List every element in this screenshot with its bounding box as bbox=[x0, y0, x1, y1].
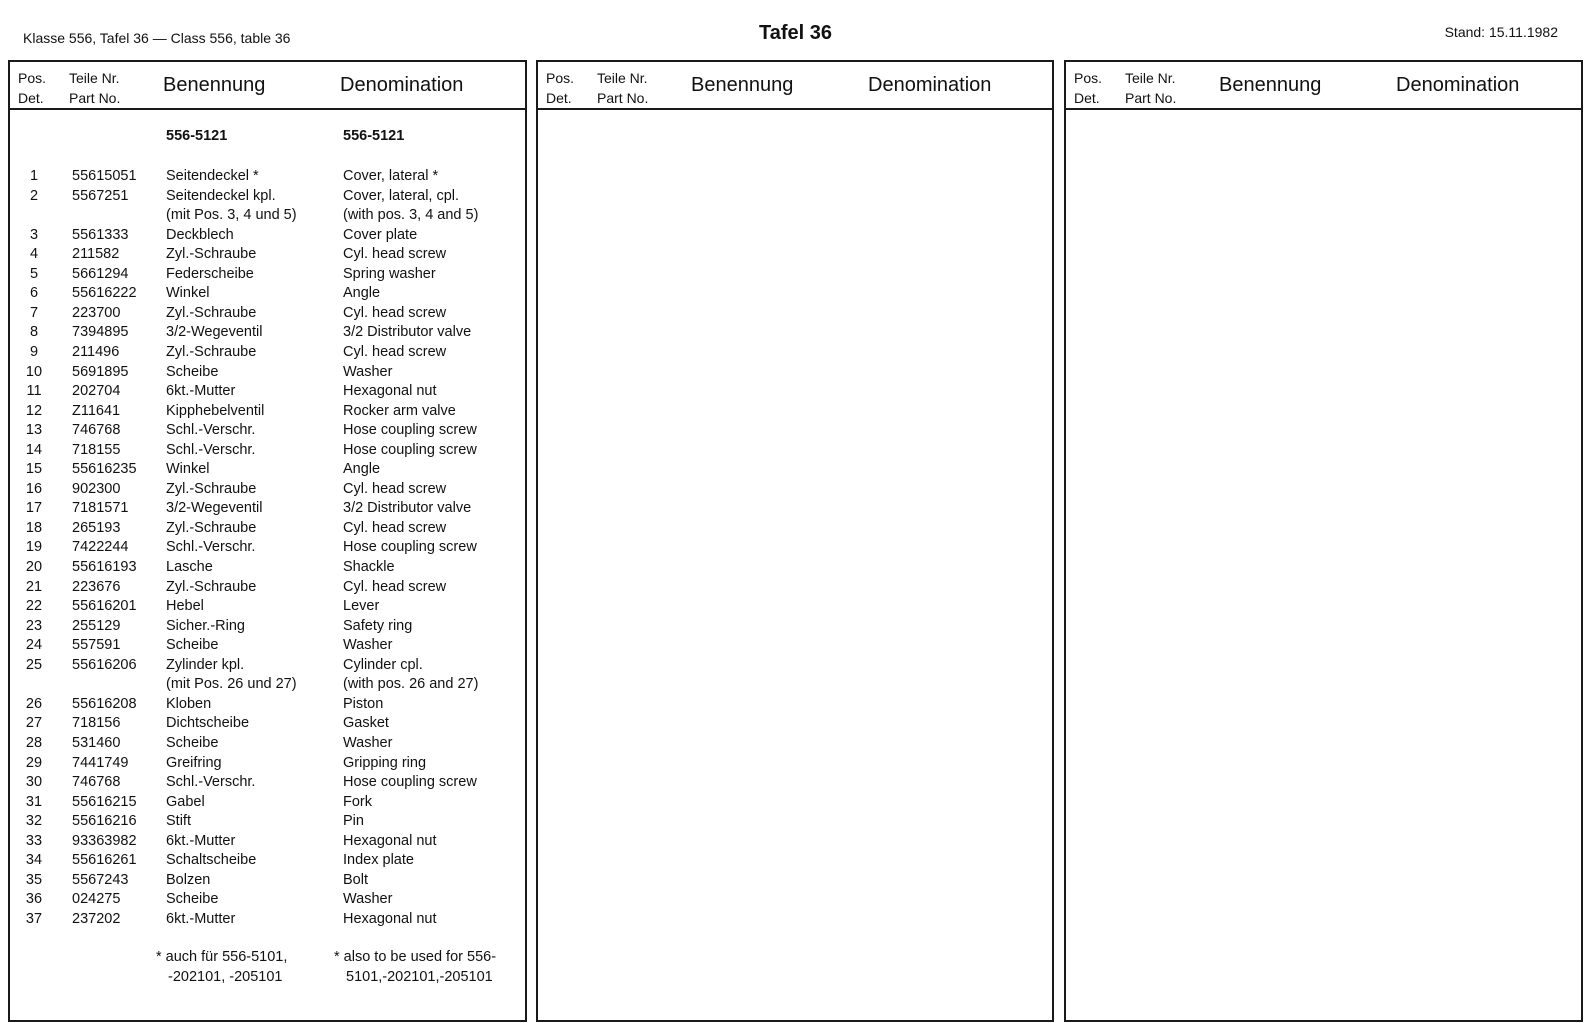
row-part-no: 55615051 bbox=[72, 168, 137, 184]
row-pos: 4 bbox=[29, 246, 39, 263]
table-row bbox=[10, 440, 525, 460]
row-part-no: 718155 bbox=[72, 441, 121, 458]
row-pos: 19 bbox=[25, 539, 43, 556]
table-row bbox=[10, 303, 525, 323]
row-benennung: 3/2-Wegeventil bbox=[166, 324, 263, 341]
date-stamp: Stand: 15.11.1982 bbox=[1444, 24, 1558, 40]
row-pos: 24 bbox=[25, 637, 43, 654]
table-row bbox=[10, 381, 525, 401]
row-benennung: 3/2-Wegeventil bbox=[166, 500, 263, 517]
table-row bbox=[10, 322, 525, 342]
row-benennung: Schl.-Verschr. bbox=[166, 441, 256, 458]
row-part-no: 55616201 bbox=[72, 598, 137, 615]
row-pos: 28 bbox=[25, 734, 43, 751]
row-denomination: Cyl. head screw bbox=[343, 304, 447, 321]
row-pos: 10 bbox=[25, 363, 43, 380]
group-benennung: 556-5121 bbox=[166, 128, 228, 144]
table-row bbox=[10, 166, 525, 186]
table-row bbox=[10, 186, 525, 206]
table-row bbox=[10, 811, 525, 831]
header-pos: Pos. Det. bbox=[18, 70, 47, 106]
row-part-no: 255129 bbox=[72, 617, 121, 634]
row-part-no: 7181571 bbox=[72, 500, 129, 517]
table-row bbox=[10, 362, 525, 382]
row-part-no: 7422244 bbox=[72, 539, 129, 556]
row-benennung: Zyl.-Schraube bbox=[166, 480, 257, 497]
row-part-no: 55616215 bbox=[72, 793, 137, 810]
header-part-no: Teile Nr. Part No. bbox=[1125, 70, 1177, 106]
row-benennung: Schaltscheibe bbox=[166, 852, 257, 869]
row-benennung: Zyl.-Schraube bbox=[166, 343, 257, 360]
header-benennung: Benennung bbox=[691, 74, 794, 96]
row-part-no: 237202 bbox=[72, 910, 121, 927]
row-benennung: Schl.-Verschr. bbox=[166, 422, 256, 439]
row-denomination: Cyl. head screw bbox=[343, 519, 447, 536]
row-benennung: Scheibe bbox=[166, 363, 219, 380]
table-row bbox=[10, 264, 525, 284]
row-denomination: Bolt bbox=[343, 871, 368, 888]
header-pos: Pos. Det. bbox=[1074, 70, 1103, 106]
row-part-no: 55616206 bbox=[72, 656, 137, 673]
row-pos: 15 bbox=[25, 461, 43, 478]
row-part-no: 024275 bbox=[72, 891, 121, 908]
row-benennung: Winkel bbox=[166, 461, 210, 478]
table-row bbox=[10, 772, 525, 792]
table-row bbox=[10, 850, 525, 870]
row-benennung: Zyl.-Schraube bbox=[166, 304, 257, 321]
row-denomination: Fork bbox=[343, 793, 372, 810]
table-row bbox=[10, 831, 525, 851]
row-part-no: 265193 bbox=[72, 519, 121, 536]
row-part-no: 5691895 bbox=[72, 363, 129, 380]
header-part-no: Teile Nr. Part No. bbox=[69, 70, 121, 106]
row-part-no: 55616222 bbox=[72, 285, 137, 302]
row-benennung: Zylinder kpl. bbox=[166, 656, 245, 673]
row-pos: 32 bbox=[25, 813, 43, 830]
row-pos: 35 bbox=[25, 871, 43, 888]
row-benennung: Zyl.-Schraube bbox=[166, 578, 257, 595]
row-part-no: 55616208 bbox=[72, 695, 137, 712]
table-row bbox=[10, 459, 525, 479]
row-part-no: 55616216 bbox=[72, 813, 137, 830]
footnote-denomination: 5101,-202101,-205101 bbox=[346, 969, 493, 986]
row-denomination: Safety ring bbox=[343, 617, 413, 634]
row-denomination: (with pos. 26 and 27) bbox=[343, 676, 479, 693]
row-part-no: 7394895 bbox=[72, 324, 129, 341]
row-pos: 22 bbox=[25, 598, 43, 615]
row-pos: 33 bbox=[25, 832, 43, 849]
table-row bbox=[10, 283, 525, 303]
row-denomination: Hose coupling screw bbox=[343, 774, 477, 791]
row-benennung: Zyl.-Schraube bbox=[166, 519, 257, 536]
row-denomination: Cover, lateral, cpl. bbox=[343, 187, 460, 204]
row-benennung: (mit Pos. 3, 4 und 5) bbox=[166, 207, 297, 224]
row-benennung: Kloben bbox=[166, 695, 212, 712]
header-pos: Pos. Det. bbox=[546, 70, 575, 106]
table-row bbox=[10, 753, 525, 773]
header-part-no: Teile Nr. Part No. bbox=[597, 70, 649, 106]
row-pos: 21 bbox=[25, 578, 43, 595]
row-denomination: Shackle bbox=[343, 559, 395, 575]
row-benennung: Schl.-Verschr. bbox=[166, 539, 256, 556]
row-benennung: Bolzen bbox=[166, 871, 211, 888]
table-row bbox=[10, 498, 525, 518]
group-denomination: 556-5121 bbox=[343, 128, 405, 144]
row-benennung: Federscheibe bbox=[166, 265, 254, 282]
table-row bbox=[10, 694, 525, 714]
row-pos: 7 bbox=[29, 304, 39, 321]
row-denomination: Angle bbox=[343, 285, 381, 302]
row-denomination: Gripping ring bbox=[343, 754, 427, 771]
row-part-no: 211496 bbox=[72, 343, 120, 360]
row-pos: 9 bbox=[29, 343, 39, 360]
row-part-no: Z11641 bbox=[72, 402, 121, 419]
row-pos: 34 bbox=[25, 852, 43, 869]
table-header bbox=[538, 62, 1052, 110]
header-benennung: Benennung bbox=[1219, 74, 1322, 96]
table-row bbox=[10, 518, 525, 538]
row-pos: 31 bbox=[25, 793, 43, 810]
row-denomination: Hose coupling screw bbox=[343, 422, 477, 439]
row-denomination: Cyl. head screw bbox=[343, 578, 447, 595]
row-denomination: Hexagonal nut bbox=[343, 910, 437, 927]
row-pos: 8 bbox=[29, 324, 39, 341]
row-pos: 25 bbox=[25, 656, 43, 673]
footnote-line bbox=[10, 967, 525, 987]
row-part-no: 55616261 bbox=[72, 852, 137, 869]
footnote-benennung: * auch für 556-5101, bbox=[156, 949, 288, 966]
table-header bbox=[10, 62, 525, 110]
row-denomination: Index plate bbox=[343, 852, 414, 869]
row-part-no: 5561333 bbox=[72, 226, 129, 243]
row-part-no: 746768 bbox=[72, 774, 121, 791]
row-part-no: 202704 bbox=[72, 383, 121, 400]
row-denomination: Hexagonal nut bbox=[343, 383, 437, 400]
row-pos: 29 bbox=[25, 754, 43, 771]
row-benennung: Winkel bbox=[166, 285, 210, 302]
group-heading bbox=[10, 126, 525, 146]
table-row bbox=[10, 479, 525, 499]
table-row bbox=[10, 420, 525, 440]
table-row bbox=[10, 537, 525, 557]
row-part-no: 211582 bbox=[72, 246, 120, 263]
row-benennung: Stift bbox=[166, 813, 191, 830]
row-benennung: Dichtscheibe bbox=[166, 715, 250, 732]
row-pos: 5 bbox=[29, 265, 39, 282]
header-denomination: Denomination bbox=[868, 74, 992, 96]
table-row bbox=[10, 733, 525, 753]
row-benennung: Seitendeckel * bbox=[166, 168, 259, 184]
row-denomination: Rocker arm valve bbox=[343, 402, 456, 419]
document-reference: Klasse 556, Tafel 36 — Class 556, table 36 bbox=[23, 30, 291, 46]
row-denomination: Cylinder cpl. bbox=[343, 656, 423, 673]
parts-table-panel-2 bbox=[536, 60, 1054, 1022]
row-pos: 37 bbox=[25, 910, 43, 927]
table-row bbox=[10, 244, 525, 264]
row-part-no: 557591 bbox=[72, 637, 121, 654]
row-denomination: 3/2 Distributor valve bbox=[343, 324, 472, 341]
row-part-no: 93363982 bbox=[72, 832, 137, 849]
row-denomination: Hexagonal nut bbox=[343, 832, 437, 849]
row-denomination: Spring washer bbox=[343, 265, 436, 282]
footnote-denomination: * also to be used for 556- bbox=[334, 949, 497, 966]
row-pos: 20 bbox=[25, 559, 43, 575]
row-pos: 30 bbox=[25, 774, 43, 791]
row-part-no: 5567243 bbox=[72, 871, 129, 888]
table-row bbox=[10, 792, 525, 812]
row-pos: 6 bbox=[29, 285, 39, 302]
row-benennung: Seitendeckel kpl. bbox=[166, 187, 276, 204]
table-body bbox=[10, 110, 525, 1020]
row-part-no: 5567251 bbox=[72, 187, 129, 204]
row-benennung: Kipphebelventil bbox=[166, 402, 265, 419]
row-denomination: Cyl. head screw bbox=[343, 246, 447, 263]
header-denomination: Denomination bbox=[1396, 74, 1520, 96]
row-benennung: 6kt.-Mutter bbox=[166, 832, 236, 849]
table-row bbox=[10, 870, 525, 890]
row-denomination: Cyl. head screw bbox=[343, 343, 447, 360]
table-row bbox=[10, 401, 525, 421]
table-row bbox=[10, 557, 525, 577]
row-benennung: Gabel bbox=[166, 793, 205, 810]
row-pos: 26 bbox=[25, 695, 43, 712]
row-pos: 27 bbox=[25, 715, 43, 732]
row-denomination: Cyl. head screw bbox=[343, 480, 447, 497]
footnote-line bbox=[10, 947, 525, 967]
row-part-no: 718156 bbox=[72, 715, 121, 732]
footnote-benennung: -202101, -205101 bbox=[168, 969, 283, 986]
row-benennung: (mit Pos. 26 und 27) bbox=[166, 676, 297, 693]
row-denomination: (with pos. 3, 4 and 5) bbox=[343, 207, 479, 224]
row-benennung: Scheibe bbox=[166, 891, 219, 908]
table-row bbox=[10, 205, 525, 225]
row-denomination: Washer bbox=[343, 637, 393, 654]
row-benennung: Scheibe bbox=[166, 637, 219, 654]
parts-table-panel-3 bbox=[1064, 60, 1583, 1022]
row-part-no: 55616193 bbox=[72, 559, 137, 575]
table-body-empty bbox=[538, 110, 1052, 1020]
row-benennung: Zyl.-Schraube bbox=[166, 246, 257, 263]
row-part-no: 223700 bbox=[72, 304, 121, 321]
row-part-no: 5661294 bbox=[72, 265, 129, 282]
header-denomination: Denomination bbox=[340, 74, 464, 96]
table-row bbox=[10, 909, 525, 929]
row-pos: 36 bbox=[25, 891, 43, 908]
row-denomination: Washer bbox=[343, 734, 393, 751]
row-denomination: Gasket bbox=[343, 715, 389, 732]
table-row bbox=[10, 342, 525, 362]
row-denomination: Hose coupling screw bbox=[343, 539, 477, 556]
row-pos: 3 bbox=[29, 226, 39, 243]
row-benennung: Scheibe bbox=[166, 734, 219, 751]
table-row bbox=[10, 225, 525, 245]
table-row bbox=[10, 596, 525, 616]
table-row bbox=[10, 674, 525, 694]
row-pos: 18 bbox=[25, 519, 43, 536]
row-part-no: 223676 bbox=[72, 578, 121, 595]
row-denomination: Angle bbox=[343, 461, 381, 478]
row-pos: 11 bbox=[26, 383, 42, 400]
row-denomination: Cover plate bbox=[343, 226, 418, 243]
row-pos: 14 bbox=[25, 441, 43, 458]
row-part-no: 531460 bbox=[72, 734, 121, 751]
row-benennung: Hebel bbox=[166, 598, 204, 615]
header-benennung: Benennung bbox=[163, 74, 266, 96]
row-part-no: 7441749 bbox=[72, 754, 129, 771]
row-denomination: Piston bbox=[343, 695, 384, 712]
row-benennung: Lasche bbox=[166, 559, 213, 575]
row-benennung: Deckblech bbox=[166, 226, 234, 243]
row-pos: 17 bbox=[25, 500, 43, 517]
row-benennung: Greifring bbox=[166, 754, 222, 771]
row-denomination: Washer bbox=[343, 891, 393, 908]
row-benennung: Schl.-Verschr. bbox=[166, 774, 256, 791]
table-header bbox=[1066, 62, 1581, 110]
row-benennung: Sicher.-Ring bbox=[166, 617, 245, 634]
table-row bbox=[10, 889, 525, 909]
table-row bbox=[10, 616, 525, 636]
parts-table-panel-1 bbox=[8, 60, 527, 1022]
table-row bbox=[10, 635, 525, 655]
row-pos: 23 bbox=[25, 617, 43, 634]
table-row bbox=[10, 577, 525, 597]
row-part-no: 746768 bbox=[72, 422, 121, 439]
row-denomination: Hose coupling screw bbox=[343, 441, 477, 458]
row-pos: 16 bbox=[25, 480, 43, 497]
row-pos: 1 bbox=[29, 168, 39, 184]
table-row bbox=[10, 655, 525, 675]
row-pos: 2 bbox=[29, 187, 39, 204]
table-body-empty bbox=[1066, 110, 1581, 1020]
row-denomination: Pin bbox=[343, 813, 364, 830]
row-denomination: Cover, lateral * bbox=[343, 168, 439, 184]
page-title: Tafel 36 bbox=[759, 22, 832, 44]
row-pos: 12 bbox=[25, 402, 43, 419]
row-denomination: 3/2 Distributor valve bbox=[343, 500, 472, 517]
row-benennung: 6kt.-Mutter bbox=[166, 910, 236, 927]
row-benennung: 6kt.-Mutter bbox=[166, 383, 236, 400]
table-row bbox=[10, 713, 525, 733]
row-part-no: 902300 bbox=[72, 480, 121, 497]
row-denomination: Lever bbox=[343, 598, 380, 615]
row-part-no: 55616235 bbox=[72, 461, 137, 478]
row-denomination: Washer bbox=[343, 363, 393, 380]
row-pos: 13 bbox=[25, 422, 43, 439]
